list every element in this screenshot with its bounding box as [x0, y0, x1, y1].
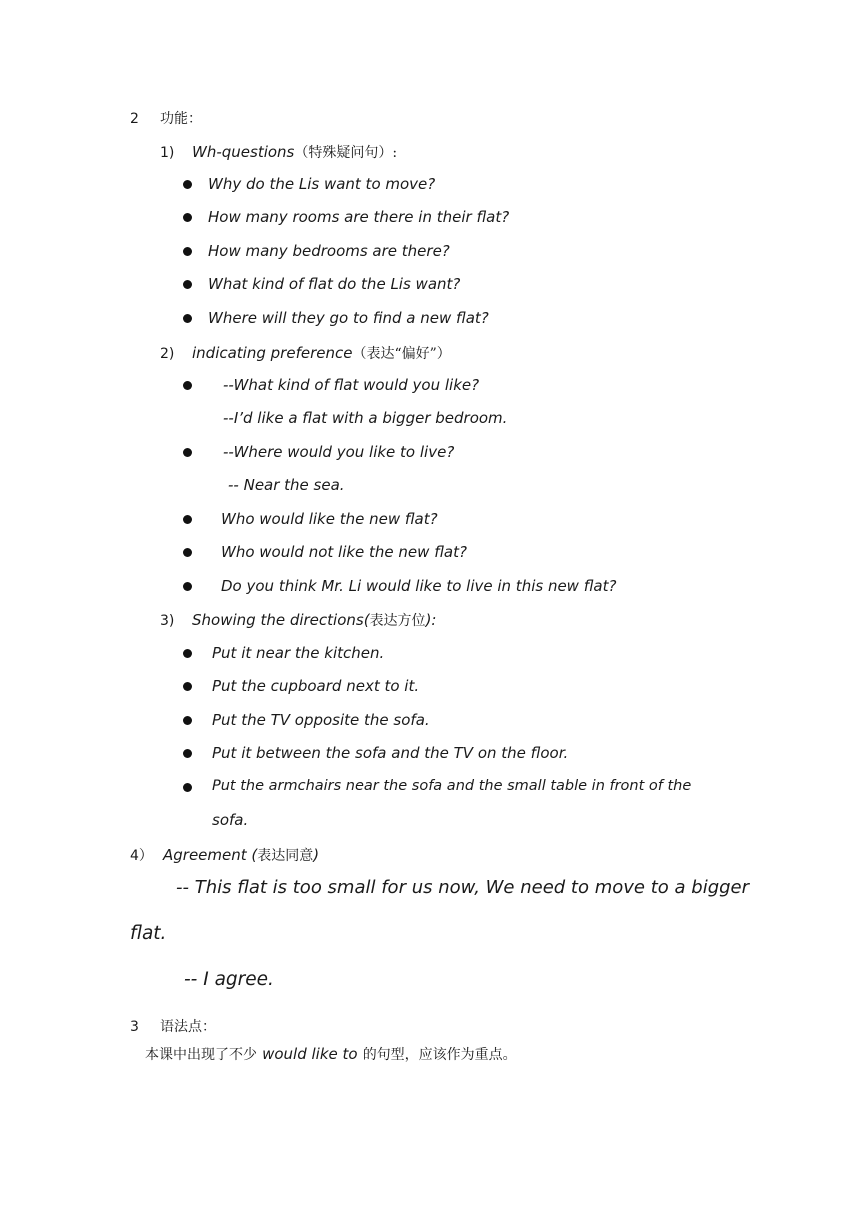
list-item: What kind of flat do the Lis want?	[208, 275, 461, 293]
subsection-title-cn: 表达同意	[257, 848, 314, 864]
list-item-continuation: sofa.	[212, 811, 249, 829]
subsection-title-en: Agreement (	[163, 846, 258, 864]
bullet-icon	[183, 314, 192, 323]
list-item: Who would like the new flat?	[221, 510, 438, 528]
bullet-icon	[183, 548, 192, 557]
subsection-title-en: indicating preference	[192, 344, 353, 362]
body-text: 的句型，应该作为重点。	[362, 1047, 517, 1063]
bullet-icon	[183, 682, 192, 691]
list-item: Put the TV opposite the sofa.	[212, 711, 430, 729]
section-title: 功能：	[160, 111, 202, 127]
dialog-answer: --I’d like a flat with a bigger bedroom.	[223, 409, 508, 427]
bullet-icon	[183, 582, 192, 591]
section-3-heading	[130, 1016, 216, 1036]
agreement-line: -- This flat is too small for us now, We need to move to a bigger	[176, 877, 750, 898]
bullet-icon	[183, 247, 192, 256]
section-number: 3	[130, 1019, 139, 1035]
section-number: 2	[130, 111, 139, 127]
agreement-line-continuation: flat.	[130, 923, 167, 944]
subsection-title-end: ):	[425, 611, 437, 629]
list-item: Why do the Lis want to move?	[208, 175, 436, 193]
list-item: Put the armchairs near the sofa and the small table in front of the	[212, 778, 692, 794]
bullet-icon	[183, 515, 192, 524]
section-2-heading	[130, 108, 202, 128]
list-item: Where will they go to find a new flat?	[208, 309, 489, 327]
list-item: Do you think Mr. Li would like to live in this new flat?	[221, 577, 617, 595]
subsection-number: 1)	[160, 145, 175, 161]
list-item: Put the cupboard next to it.	[212, 677, 420, 695]
subsection-title-cn: 表达方位	[369, 613, 426, 629]
bullet-icon	[183, 280, 192, 289]
bullet-icon	[183, 716, 192, 725]
list-item: How many bedrooms are there?	[208, 242, 450, 260]
subsection-number: 3)	[160, 613, 175, 629]
subsection-2-heading	[160, 343, 451, 363]
body-phrase: would like to	[262, 1045, 358, 1063]
subsection-title-cn: （表达“偏好”）	[352, 346, 451, 362]
bullet-icon	[183, 213, 192, 222]
list-item: Put it between the sofa and the TV on the floor.	[212, 744, 569, 762]
subsection-number: 2)	[160, 346, 175, 362]
dialog-answer: -- Near the sea.	[228, 476, 345, 494]
list-item: Who would not like the new flat?	[221, 543, 467, 561]
dialog-question: --What kind of flat would you like?	[223, 376, 480, 394]
agreement-reply: -- I agree.	[184, 969, 274, 990]
bullet-icon	[183, 448, 192, 457]
bullet-icon	[183, 180, 192, 189]
subsection-1-heading	[160, 142, 397, 162]
list-item: Put it near the kitchen.	[212, 644, 385, 662]
bullet-icon	[183, 649, 192, 658]
bullet-icon	[183, 749, 192, 758]
section-title: 语法点：	[160, 1019, 216, 1035]
subsection-number: 4）	[130, 848, 153, 864]
bullet-icon	[183, 381, 192, 390]
subsection-title-en: Showing the directions(	[192, 611, 370, 629]
section-3-body	[145, 1044, 517, 1064]
bullet-icon	[183, 783, 192, 792]
subsection-title-en: Wh-questions	[192, 143, 295, 161]
subsection-3-heading	[160, 610, 436, 630]
subsection-title-end: )	[313, 846, 320, 864]
subsection-title-cn: （特殊疑问句）:	[294, 145, 398, 161]
dialog-question: --Where would you like to live?	[223, 443, 455, 461]
list-item: How many rooms are there in their flat?	[208, 208, 510, 226]
subsection-4-heading	[130, 845, 319, 865]
body-text: 本课中出现了不少	[145, 1047, 257, 1063]
